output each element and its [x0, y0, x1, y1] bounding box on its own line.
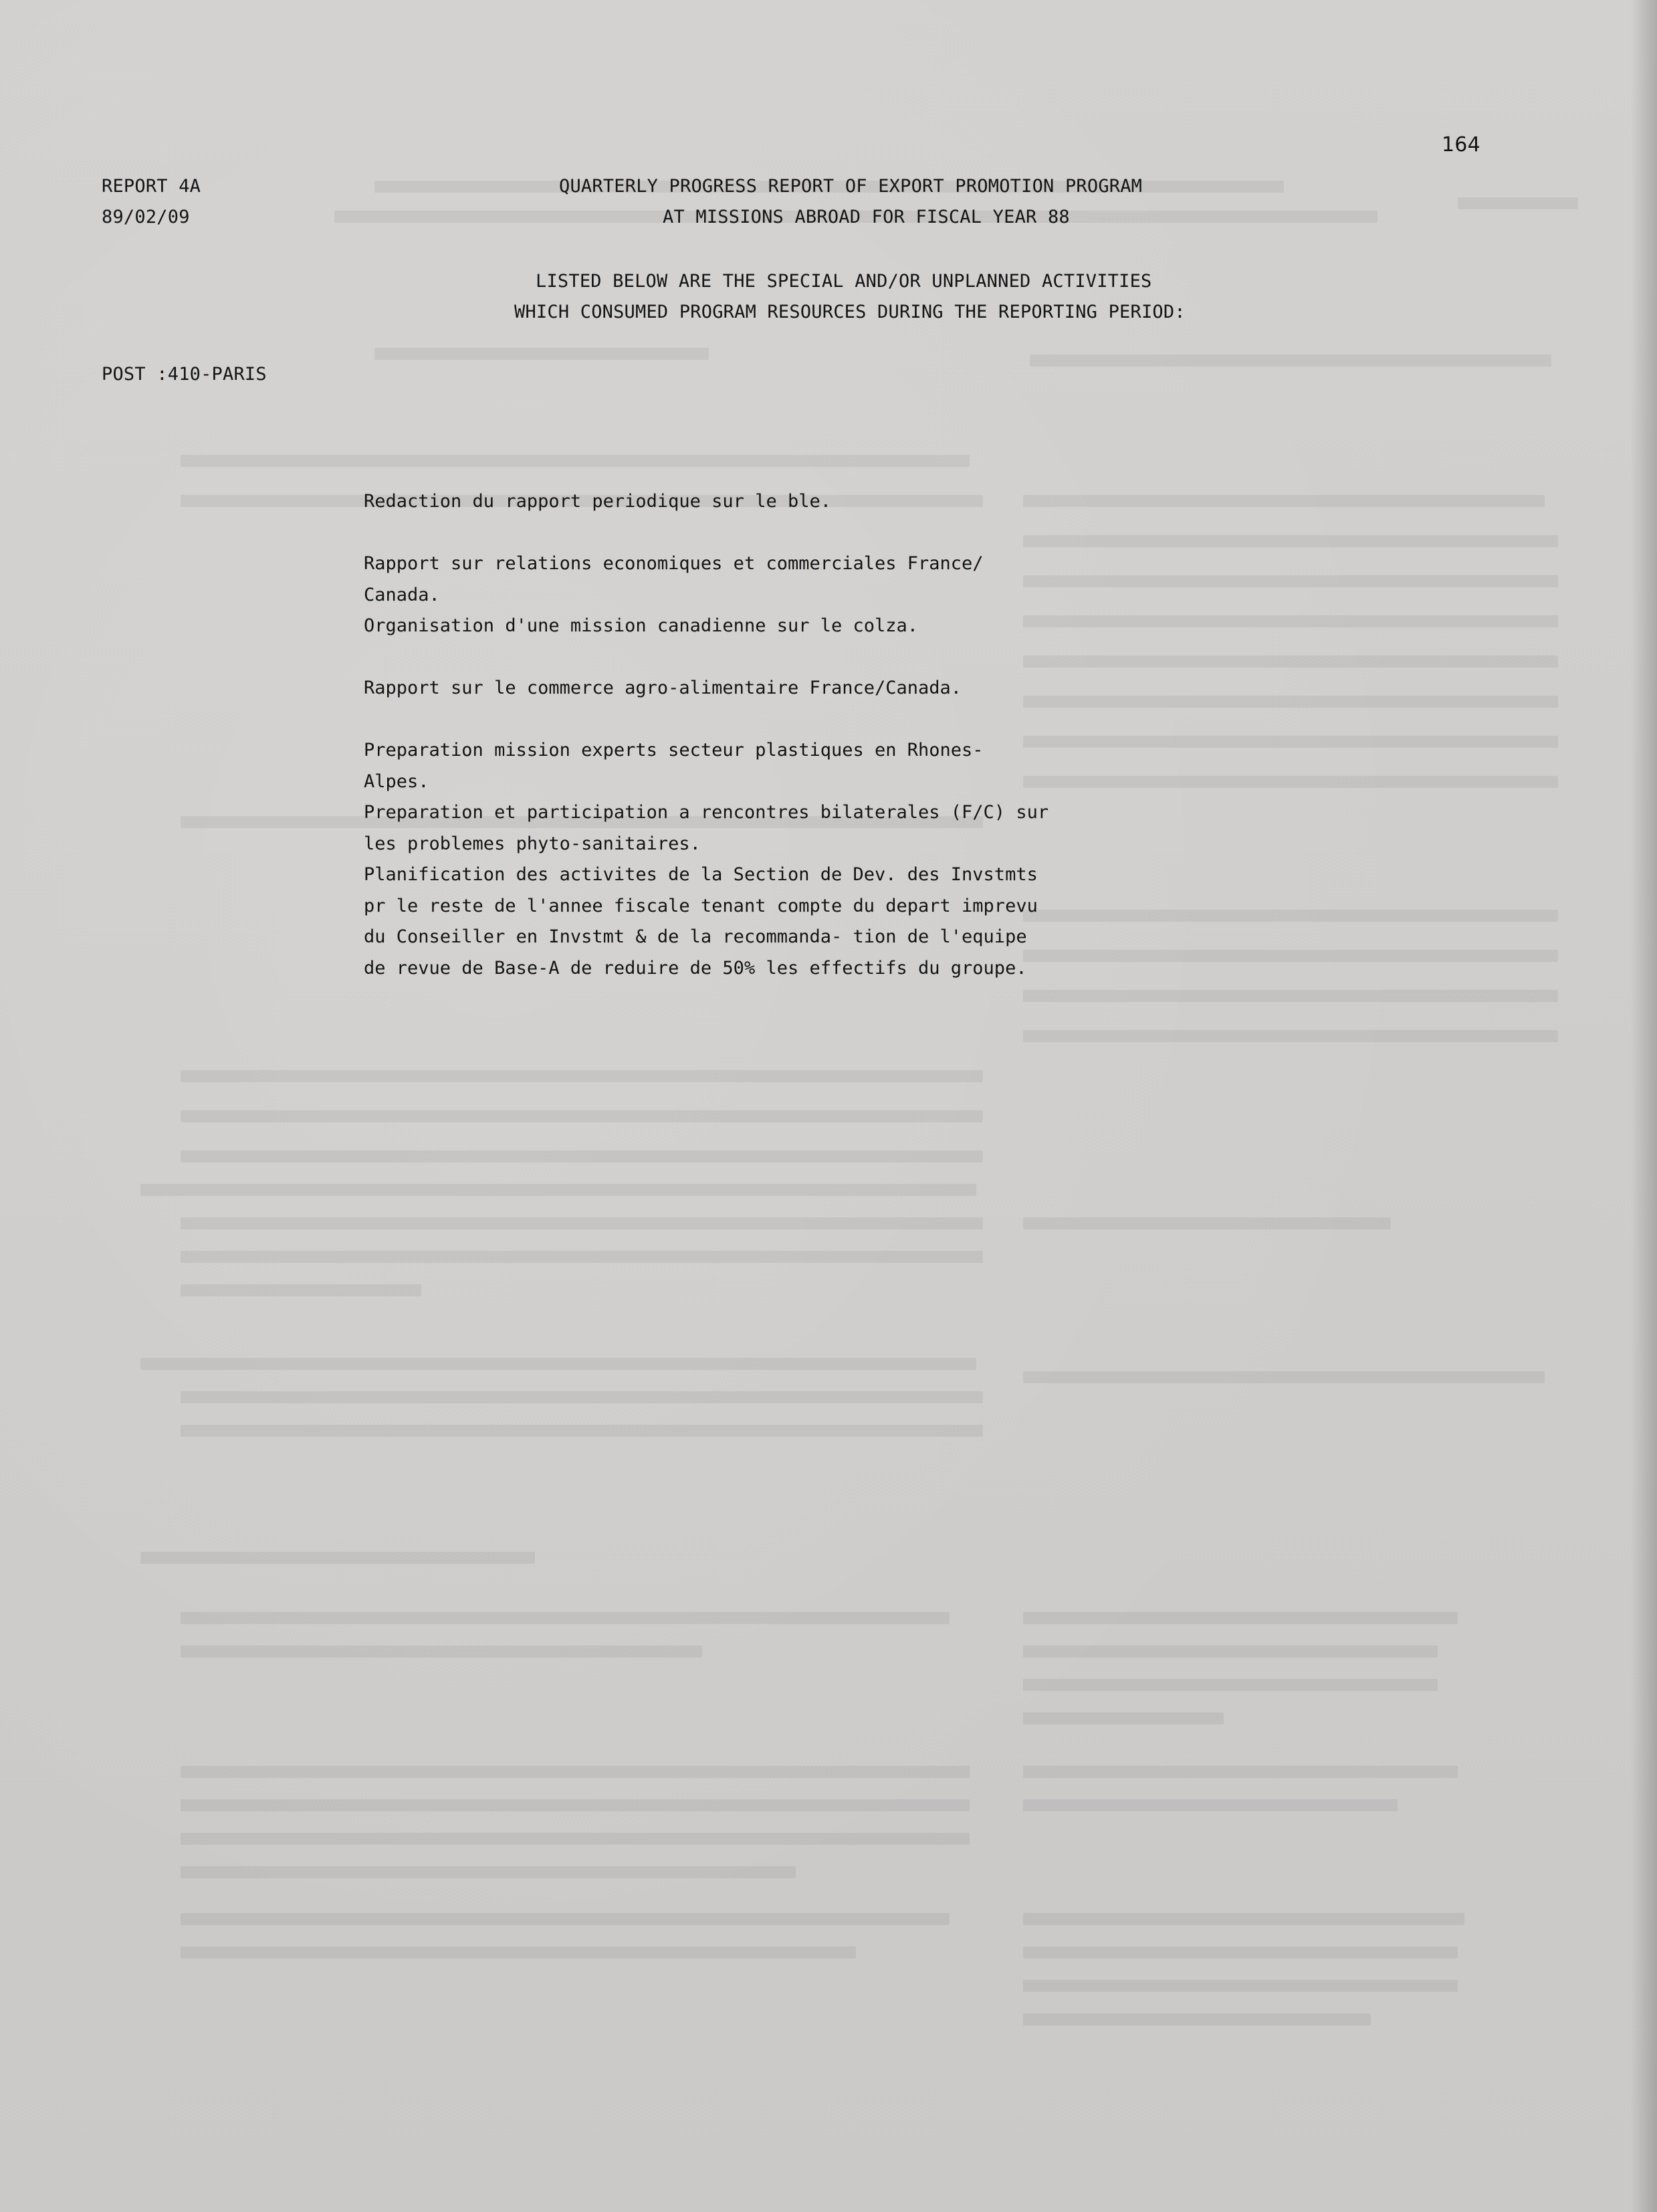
bleed-through-line: [1023, 1766, 1458, 1778]
section-heading-line-1: LISTED BELOW ARE THE SPECIAL AND/OR UNPLANNED ACTIVITIES: [536, 271, 1152, 292]
report-title-line-1: QUARTERLY PROGRESS REPORT OF EXPORT PROMOTION PROGRAM: [559, 176, 1143, 197]
bleed-through-line: [181, 1217, 983, 1229]
bleed-through-line: [374, 348, 709, 360]
bleed-through-line: [1023, 1645, 1438, 1657]
page-edge-shadow: [1630, 0, 1657, 2212]
bleed-through-line: [181, 1284, 421, 1296]
bleed-through-line: [1023, 736, 1558, 748]
bleed-through-line: [1023, 1371, 1545, 1383]
bleed-through-line: [181, 1766, 970, 1778]
activity-item: Preparation mission experts secteur plastiques en Rhones- Alpes.: [364, 740, 984, 792]
bleed-through-line: [1023, 1679, 1438, 1691]
page-number: 164: [1442, 133, 1480, 157]
bleed-through-line: [181, 1425, 983, 1437]
section-heading-line-2: WHICH CONSUMED PROGRAM RESOURCES DURING THE REPORTING PERIOD:: [514, 302, 1186, 322]
report-id: REPORT 4A: [102, 176, 201, 197]
bleed-through-line: [1023, 950, 1558, 962]
bleed-through-line: [1030, 355, 1551, 367]
bleed-through-line: [1023, 1030, 1558, 1042]
bleed-through-line: [1023, 1799, 1398, 1811]
bleed-through-line: [1023, 696, 1558, 708]
bleed-through-line: [1023, 1217, 1391, 1229]
bleed-through-line: [1023, 1980, 1458, 1992]
post-label: POST :410-PARIS: [102, 364, 267, 385]
report-title-line-2: AT MISSIONS ABROAD FOR FISCAL YEAR 88: [663, 207, 1070, 227]
bleed-through-line: [140, 1184, 976, 1196]
activity-item: Organisation d'une mission canadienne sur le colza.: [364, 615, 919, 636]
bleed-through-line: [1023, 910, 1558, 922]
bleed-through-line: [140, 1552, 535, 1564]
bleed-through-line: [1023, 656, 1558, 668]
activity-item: Planification des activites de la Section de Dev. des Invstmts pr le reste de l'annee fiscale tenant compte du depart imprevu du Conseiller en Invstmt & de la recommanda- tion de l'equipe de revue de Base-A de reduire de 50% les effectifs du groupe.: [364, 864, 1038, 979]
activity-item: Redaction du rapport periodique sur le ble.: [364, 491, 831, 512]
bleed-through-line: [1023, 776, 1558, 788]
bleed-through-line: [181, 1070, 983, 1082]
bleed-through-line: [181, 455, 970, 467]
bleed-through-line: [140, 1358, 976, 1370]
bleed-through-line: [181, 1799, 970, 1811]
bleed-through-line: [1023, 615, 1558, 627]
bleed-through-line: [181, 1150, 983, 1163]
bleed-through-line: [181, 1612, 950, 1624]
bleed-through-line: [181, 1645, 702, 1657]
activity-list: [364, 486, 1059, 984]
bleed-through-line: [1023, 990, 1558, 1002]
activity-item: Rapport sur relations economiques et commerciales France/ Canada.: [364, 553, 984, 605]
bleed-through-line: [181, 1946, 856, 1958]
bleed-through-line: [181, 1913, 950, 1925]
bleed-through-line: [1023, 1712, 1224, 1724]
bleed-through-line: [181, 1251, 983, 1263]
report-date: 89/02/09: [102, 207, 190, 227]
bleed-through-line: [1023, 535, 1558, 547]
bleed-through-line: [181, 1391, 983, 1403]
bleed-through-line: [1023, 2013, 1371, 2025]
bleed-through-line: [1458, 197, 1578, 209]
bleed-through-line: [1023, 495, 1545, 507]
activity-item: Preparation et participation a rencontres bilaterales (F/C) sur les problemes phyto-sanitaires.: [364, 802, 1049, 854]
bleed-through-line: [1023, 1612, 1458, 1624]
bleed-through-line: [181, 1110, 983, 1122]
bleed-through-line: [181, 1833, 970, 1845]
bleed-through-line: [1023, 1913, 1464, 1925]
activity-item: Rapport sur le commerce agro-alimentaire France/Canada.: [364, 678, 962, 698]
bleed-through-line: [1023, 575, 1558, 587]
bleed-through-line: [1023, 1946, 1458, 1958]
bleed-through-line: [181, 1866, 796, 1878]
